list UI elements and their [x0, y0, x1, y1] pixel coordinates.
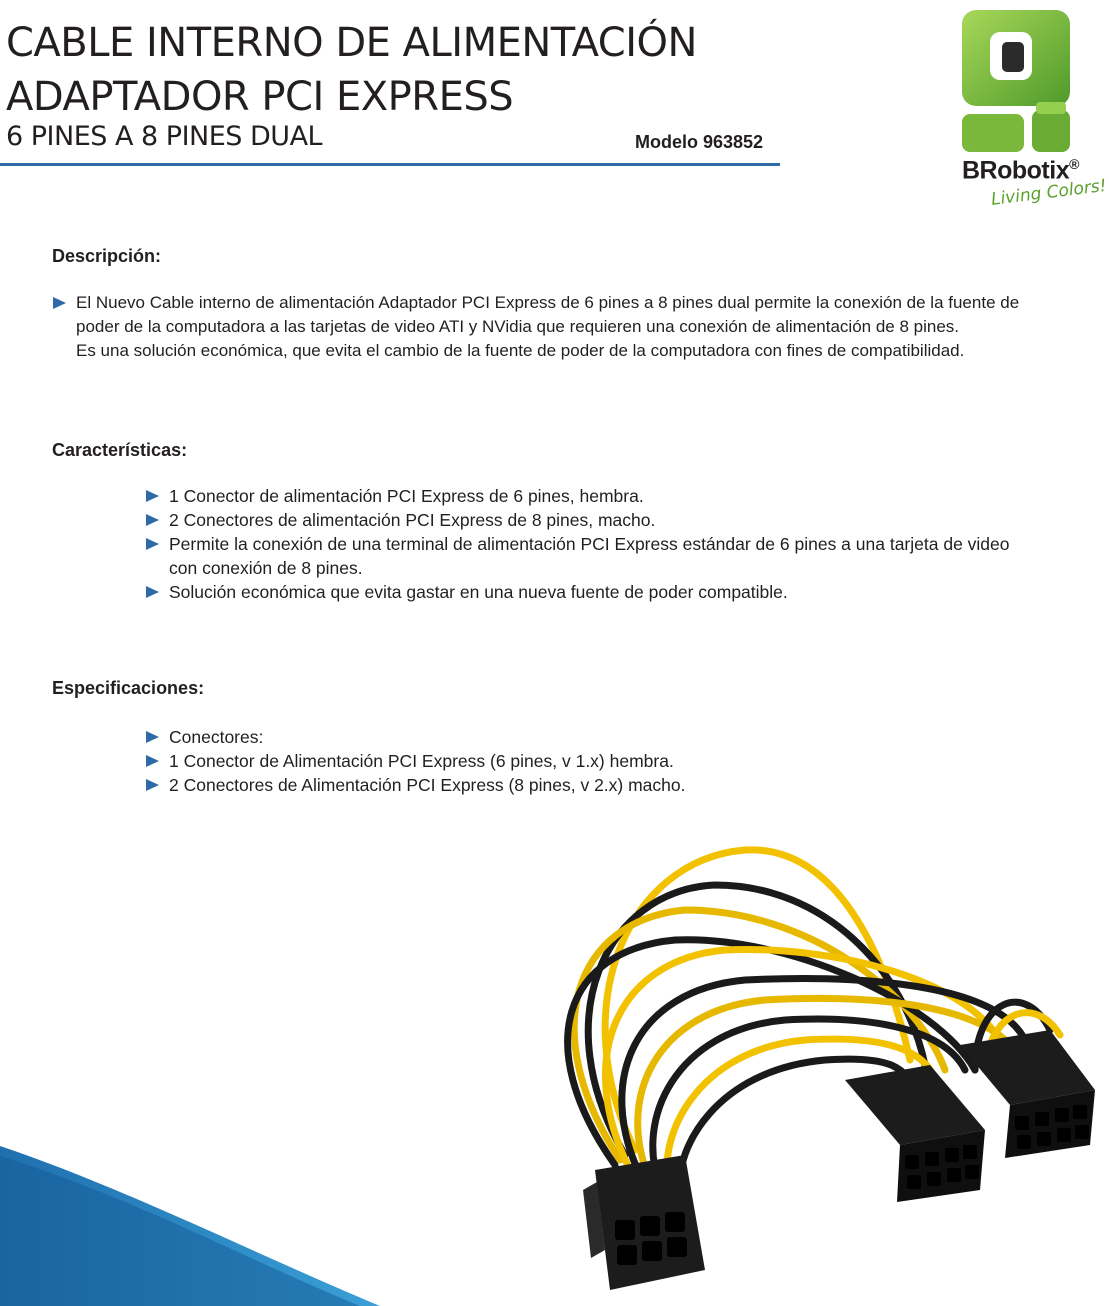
descripcion-line: El Nuevo Cable interno de alimentación Adaptador PCI Express de 6 pines a 8 pines dual permite la conexión de la fuente de	[76, 293, 1020, 312]
descripcion-line: poder de la computadora a las tarjetas de video ATI y NVidia que requieren una conexión de alimentación de 8 pines.	[76, 317, 959, 336]
subtitle: 6 PINES A 8 PINES DUAL	[6, 121, 323, 152]
list-item: Permite la conexión de una terminal de alimentación PCI Express estándar de 6 pines a una tarjeta de video con conexión de 8 pines.	[146, 532, 1010, 580]
bullet-arrow-icon	[53, 297, 66, 309]
cable-product-image	[505, 830, 1109, 1306]
list-item: 1 Conector de Alimentación PCI Express (6 pines, v 1.x) hembra.	[146, 749, 686, 773]
list-item: Solución económica que evita gastar en una nueva fuente de poder compatible.	[146, 580, 1010, 604]
bullet-arrow-icon	[146, 538, 159, 550]
title-line-1: CABLE INTERNO DE ALIMENTACIÓN	[6, 20, 697, 66]
bullet-arrow-icon	[146, 586, 159, 598]
bullet-arrow-icon	[146, 490, 159, 502]
list-item: Conectores:	[146, 725, 686, 749]
bullet-arrow-icon	[146, 755, 159, 767]
descripcion-body	[76, 291, 1019, 363]
bullet-arrow-icon	[146, 779, 159, 791]
list-item: 1 Conector de alimentación PCI Express de 6 pines, hembra.	[146, 484, 1010, 508]
bullet-arrow-icon	[146, 731, 159, 743]
caracteristicas-list	[146, 484, 1010, 604]
list-item: 2 Conectores de Alimentación PCI Express (8 pines, v 2.x) macho.	[146, 773, 686, 797]
brand-name: BRobotix®	[962, 156, 1079, 185]
especificaciones-list	[146, 725, 686, 797]
list-item: 2 Conectores de alimentación PCI Express de 8 pines, macho.	[146, 508, 1010, 532]
descripcion-line: Es una solución económica, que evita el cambio de la fuente de poder de la computadora con fines de compatibilidad.	[76, 341, 965, 360]
decorative-swoosh	[0, 1146, 380, 1306]
bullet-arrow-icon	[146, 514, 159, 526]
especificaciones-heading: Especificaciones:	[52, 678, 205, 698]
title-line-2: ADAPTADOR PCI EXPRESS	[6, 74, 514, 120]
model-number: Modelo 963852	[635, 132, 764, 152]
header-divider	[0, 163, 780, 166]
caracteristicas-heading: Características:	[52, 440, 188, 460]
brand-tagline: Living Colors!	[990, 175, 1108, 210]
descripcion-heading: Descripción:	[52, 246, 162, 266]
